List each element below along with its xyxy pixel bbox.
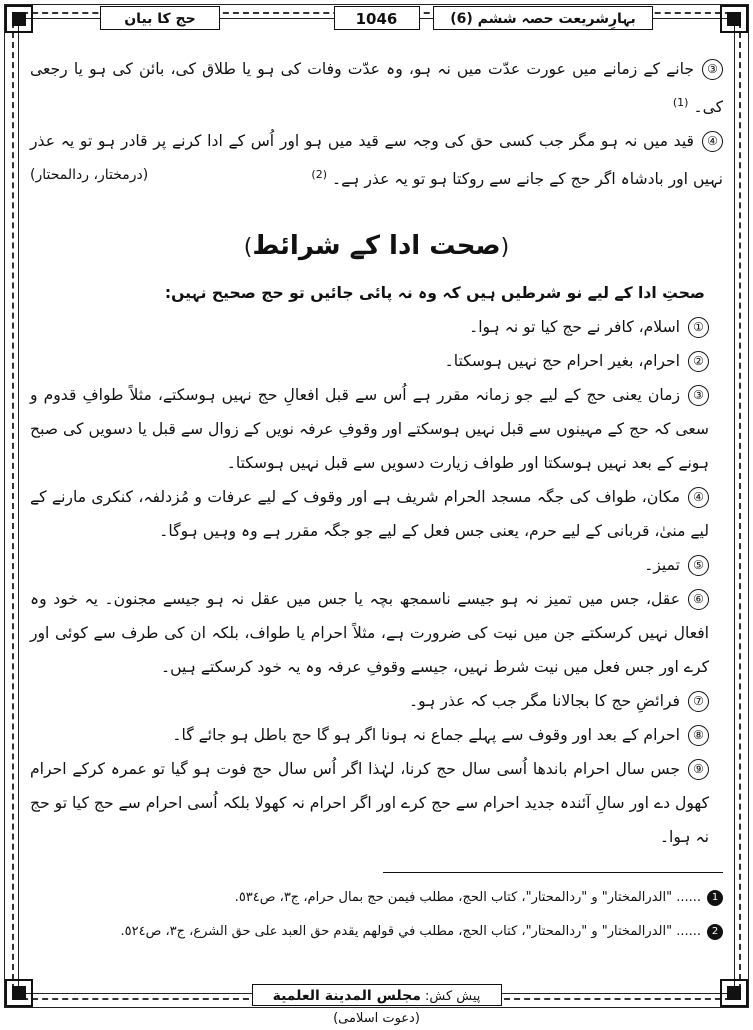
item-number: ④ — [688, 487, 709, 508]
corner-ornament-icon — [717, 2, 751, 36]
page-number: 1046 — [334, 6, 420, 30]
list-item-text: احرام کے بعد اور وقوف سے پہلے جماع نہ ہونا اگر ہو گا حج باطل ہو جائے گا۔ — [172, 726, 680, 745]
section-heading-text: صحت ادا کے شرائط — [252, 231, 501, 262]
item-number: ⑦ — [688, 691, 709, 712]
corner-ornament-icon — [2, 976, 36, 1010]
footnote-number: 2 — [707, 924, 723, 940]
footnote-text: ...... "الدرالمختار" و "ردالمحتار"، کتاب الحج، مطلب في قولهم يقدم حق العبد علی حق الشرع، ج٣، ص٥٢٤. — [120, 924, 701, 939]
footnote — [30, 881, 723, 915]
item-number: ⑥ — [688, 589, 709, 610]
list-item — [30, 378, 723, 480]
list-item-text: جس سال احرام باندھا اُسی سال حج کرنا، لہٰذا اگر اُس سال حج فوت ہو گیا تو عمرہ کرکے احرام کھول دے اور سالِ آئندہ جدید احرام سے حج کرے اور اگر احرام نہ کھولا بلکہ اُسی احرام سے حج کیا تو حج نہ ہوا۔ — [30, 760, 709, 847]
list-item-text: مکان، طواف کی جگہ مسجد الحرام شریف ہے اور وقوف کے لیے عرفات و مُزدلفہ، کنکری مارنے کے لیے منیٰ، قربانی کے لیے حرم، یعنی جس فعل کے لیے جو جگہ مقرر ہے وہ وہیں ہوگا۔ — [30, 488, 709, 541]
footnotes — [30, 872, 723, 949]
list-item-text: عقل، جس میں تمیز نہ ہو جیسے ناسمجھ بچہ یا جس میں عقل نہ ہو جیسے مجنون۔ یہ خود وہ افعال نہیں کرسکتے جن میں نیت کی ضرورت ہے، مثلاً احرام یا طواف، بلکہ ان کی طرف سے کوئی اور کرے اور جس فعل میں نیت شرط نہیں، جیسے وقوفِ عرفہ وہ یہ خود کرسکتے ہیں۔ — [30, 590, 709, 677]
publisher-name: مجلس المدينة العلمية — [272, 988, 421, 1004]
footnote-ref: (1) — [672, 96, 689, 109]
item-number: ④ — [702, 131, 723, 152]
paragraph-text: قید میں نہ ہو مگر جب کسی حق کی وجہ سے قید میں ہو اور اُس کے ادا کرنے پر قادر ہو تو یہ عذر نہیں اور بادشاہ اگر حج کے جانے سے روکتا ہو تو یہ عذر ہے۔ — [30, 132, 723, 189]
section-heading: (صحت ادا کے شرائط) — [243, 231, 510, 262]
footnote — [30, 915, 723, 949]
list-item — [30, 752, 723, 854]
item-number: ⑤ — [688, 555, 709, 576]
item-number: ② — [688, 351, 709, 372]
paragraph — [30, 124, 723, 196]
paragraph-text: جانے کے زمانے میں عورت عدّت میں نہ ہو، وہ عدّت وفات کی ہو یا طلاق کی، بائن کی ہو یا رجعی کی۔ — [30, 60, 723, 117]
page-footer — [252, 984, 502, 1026]
list-item — [30, 480, 723, 548]
footnote-divider — [383, 872, 723, 873]
item-number: ③ — [702, 59, 723, 80]
list-item-text: فرائضِ حج کا بجالانا مگر جب کہ عذر ہو۔ — [409, 692, 680, 711]
footer-prefix: پیش کش: — [425, 989, 481, 1004]
list-item — [30, 548, 723, 582]
list-item — [30, 684, 723, 718]
corner-ornament-icon — [717, 976, 751, 1010]
page-header — [100, 6, 653, 32]
footnote-ref: (2) — [311, 168, 328, 182]
publisher-suffix: (دعوت اسلامی) — [333, 1011, 420, 1026]
footnote-number: 1 — [707, 890, 723, 906]
item-number: ③ — [688, 385, 709, 406]
footnote-text: ...... "الدرالمختار" و "ردالمحتار"، کتاب الحج، مطلب فیمن حج بمال حرام، ج٣، ص٥٣٤. — [234, 890, 701, 905]
list-item-text: تمیز۔ — [644, 556, 680, 575]
source-citation: (درمختار، ردالمحتار) — [30, 167, 149, 184]
list-item-text: اسلام، کافر نے حج کیا تو نہ ہوا۔ — [469, 318, 680, 337]
paragraph — [30, 52, 723, 124]
chapter-title: حج کا بیان — [100, 6, 220, 30]
item-number: ⑧ — [688, 725, 709, 746]
list-item — [30, 310, 723, 344]
item-number: ① — [688, 317, 709, 338]
list-item-text: زمان یعنی حج کے لیے جو زمانہ مقرر ہے اُس سے قبل افعالِ حج نہیں ہوسکتے، مثلاً طوافِ قدوم و سعی کہ حج کے مہینوں سے قبل نہیں ہوسکتے اور وقوفِ عرفہ نویں کے زوال سے قبل یا دسویں کی صبح ہونے کے بعد نہیں ہوسکتا اور طواف زیارت دسویں سے قبل نہیں ہوسکتا۔ — [30, 386, 709, 473]
book-title: بہارِشریعت حصہ ششم (6) — [433, 6, 653, 30]
item-number: ⑨ — [688, 759, 709, 780]
page-content — [30, 52, 723, 854]
section-intro: صحتِ ادا کے لیے نو شرطیں ہیں کہ وہ نہ پائی جائیں تو حج صحیح نہیں: — [164, 284, 705, 303]
corner-ornament-icon — [2, 2, 36, 36]
list-item — [30, 344, 723, 378]
list-item — [30, 718, 723, 752]
list-item — [30, 582, 723, 684]
list-item-text: احرام، بغیر احرام حج نہیں ہوسکتا۔ — [444, 352, 680, 371]
